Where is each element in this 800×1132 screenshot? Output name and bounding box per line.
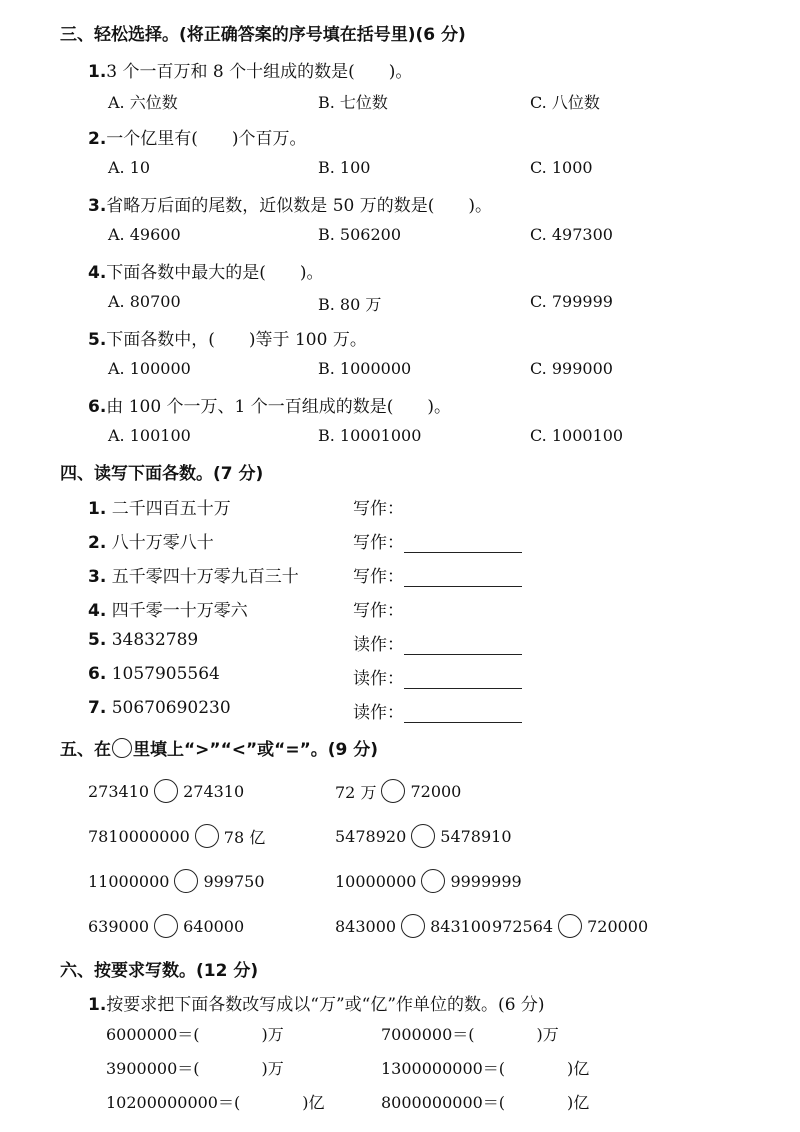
- section3-title: 三、轻松选择。(将正确答案的序号填在括号里)(6 分): [60, 25, 466, 45]
- answer-row: 写作：: [353, 562, 522, 587]
- answer-row: 读作：: [353, 664, 522, 689]
- answer-row: 读作：: [353, 630, 522, 655]
- option-c: C. 1000100: [530, 426, 624, 445]
- option-c: C. 1000: [530, 158, 593, 177]
- option-b: B. 506200: [318, 225, 402, 244]
- answer-line[interactable]: [404, 704, 522, 723]
- answer-circle[interactable]: [558, 914, 582, 938]
- conversion-item: 8000000000＝( )亿: [381, 1093, 590, 1112]
- option-b: B. 1000000: [318, 359, 412, 378]
- question-4: 4.下面各数中最大的是( )。: [88, 263, 324, 283]
- answer-row: 写作：: [353, 499, 404, 519]
- item-5: 5. 34832789: [88, 630, 199, 650]
- answer-row: 写作：: [353, 601, 404, 621]
- option-c: C. 799999: [530, 292, 613, 311]
- conversion-item: 1300000000＝( )亿: [381, 1059, 590, 1078]
- question-1: 1.按要求把下面各数改写成以“万”或“亿”作单位的数。(6 分): [88, 995, 545, 1015]
- answer-circle[interactable]: [154, 779, 178, 803]
- item-2: 2. 八十万零八十: [88, 533, 214, 553]
- question-2: 2.一个亿里有( )个百万。: [88, 129, 307, 149]
- section4-title: 四、读写下面各数。(7 分): [60, 464, 264, 484]
- conversion-item: 6000000＝( )万: [106, 1025, 284, 1044]
- answer-line[interactable]: [404, 568, 522, 587]
- option-b: B. 七位数: [318, 93, 388, 112]
- option-c: C. 八位数: [530, 93, 600, 112]
- option-c: C. 497300: [530, 225, 613, 244]
- question-3: 3.省略万后面的尾数，近似数是 50 万的数是( )。: [88, 196, 493, 216]
- answer-circle[interactable]: [411, 824, 435, 848]
- question-5: 5.下面各数中，( )等于 100 万。: [88, 330, 367, 350]
- option-b: B. 10001000: [318, 426, 422, 445]
- answer-line[interactable]: [404, 534, 522, 553]
- conversion-item: 7000000＝( )万: [381, 1025, 559, 1044]
- comparison-item: 11000000 999750: [88, 869, 265, 893]
- answer-circle[interactable]: [195, 824, 219, 848]
- answer-circle[interactable]: [421, 869, 445, 893]
- answer-row: 读作：: [353, 698, 522, 723]
- comparison-item: 7810000000 78 亿: [88, 824, 265, 848]
- comparison-item: 273410 274310: [88, 779, 244, 803]
- option-c: C. 999000: [530, 359, 613, 378]
- question-6: 6.由 100 个一万、1 个一百组成的数是( )。: [88, 397, 452, 417]
- comparison-item: 639000 640000: [88, 914, 244, 938]
- answer-circle[interactable]: [381, 779, 405, 803]
- conversion-item: 10200000000＝( )亿: [106, 1093, 325, 1112]
- option-a: A. 100100: [108, 426, 191, 445]
- option-b: B. 100: [318, 158, 371, 177]
- conversion-item: 3900000＝( )万: [106, 1059, 284, 1078]
- answer-line[interactable]: [404, 636, 522, 655]
- item-1: 1. 二千四百五十万: [88, 499, 231, 519]
- comparison-item: 972564 720000: [492, 914, 648, 938]
- item-3: 3. 五千零四十万零九百三十: [88, 567, 299, 587]
- answer-line[interactable]: [404, 670, 522, 689]
- option-a: A. 49600: [108, 225, 181, 244]
- answer-circle[interactable]: [401, 914, 425, 938]
- section5-title: 五、在 里填上“>”“<”或“=”。(9 分): [60, 740, 379, 760]
- answer-circle[interactable]: [154, 914, 178, 938]
- option-a: A. 80700: [108, 292, 181, 311]
- question-1: 1.3 个一百万和 8 个十组成的数是( )。: [88, 62, 413, 82]
- answer-circle[interactable]: [174, 869, 198, 893]
- option-a: A. 100000: [108, 359, 191, 378]
- option-a: A. 六位数: [108, 93, 178, 112]
- item-6: 6. 1057905564: [88, 664, 220, 684]
- comparison-item: 5478920 5478910: [335, 824, 512, 848]
- option-a: A. 10: [108, 158, 151, 177]
- option-b: B. 80 万: [318, 295, 382, 314]
- comparison-item: 843000 843100: [335, 914, 491, 938]
- item-7: 7. 50670690230: [88, 698, 231, 718]
- item-4: 4. 四千零一十万零六: [88, 601, 248, 621]
- circle-icon: [112, 738, 132, 758]
- section6-title: 六、按要求写数。(12 分): [60, 961, 259, 981]
- answer-row: 写作：: [353, 528, 522, 553]
- comparison-item: 10000000 9999999: [335, 869, 522, 893]
- comparison-item: 72 万 72000: [335, 779, 461, 803]
